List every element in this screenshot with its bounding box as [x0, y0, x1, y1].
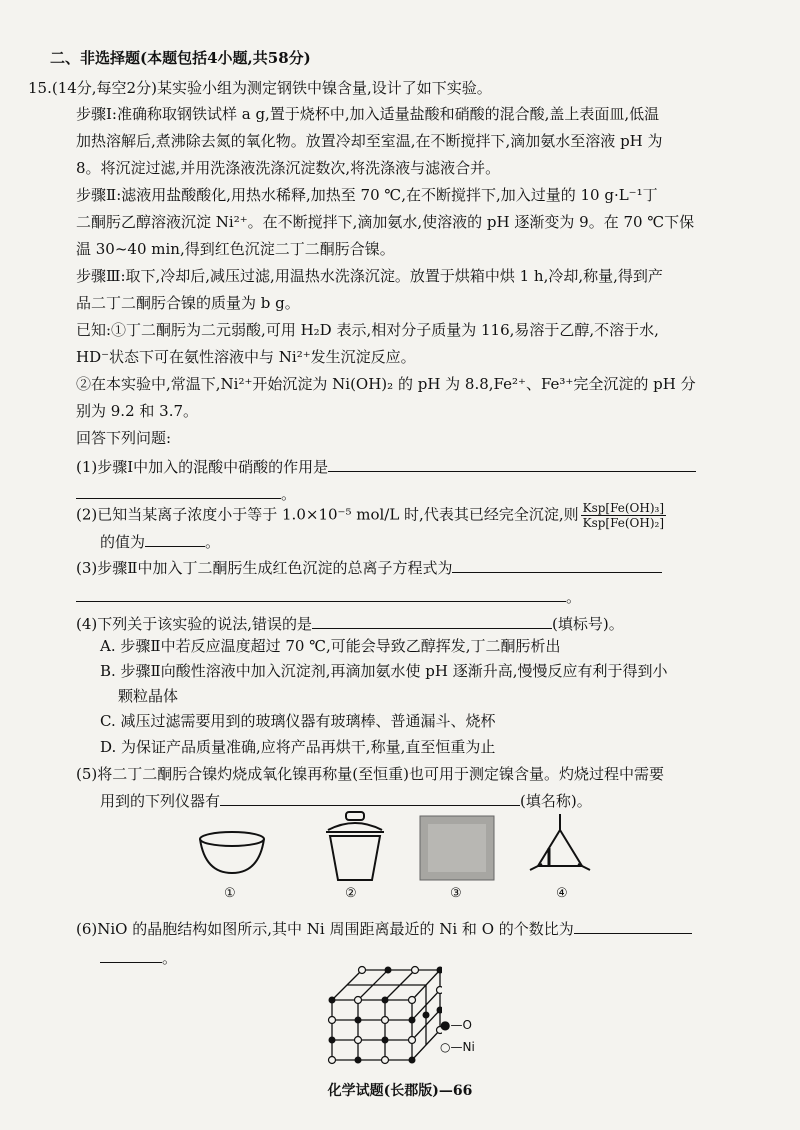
step3-line-1: 步骤Ⅲ:取下,冷却后,减压过滤,用温热水洗涤沉淀。放置于烘箱中烘 1 h,冷却,称量,得到产 — [76, 267, 663, 285]
answer-blank-4[interactable] — [312, 612, 552, 629]
clay-triangle-figure — [520, 810, 600, 885]
known-line-3: ②在本实验中,常温下,Ni²⁺开始沉淀为 Ni(OH)₂ 的 pH 为 8.8,Fe²⁺、Fe³⁺完全沉淀的 pH 分 — [76, 375, 696, 393]
answer-blank-5[interactable] — [220, 789, 520, 806]
answer-blank-3a[interactable] — [452, 556, 662, 573]
legend-nickel: ○—Ni — [440, 1040, 475, 1054]
sub-question-6 — [76, 917, 692, 939]
sub-question-4 — [76, 612, 624, 634]
ksp-denominator: Ksp[Fe(OH)₂] — [582, 516, 665, 530]
ksp-fraction — [581, 501, 666, 530]
sub-question-6-cont — [100, 946, 177, 968]
answer-blank-1a[interactable] — [328, 455, 696, 472]
sub-question-5-text: 用到的下列仪器有 — [100, 792, 221, 810]
sub-question-2 — [76, 501, 668, 530]
sub-question-3 — [76, 556, 662, 578]
period-3: 。 — [566, 588, 582, 606]
sub-question-5-tail: (填名称)。 — [520, 792, 592, 810]
crucible-figure — [320, 808, 390, 886]
period-1: 。 — [281, 485, 297, 503]
answer-blank-6b[interactable] — [100, 946, 162, 963]
sub-question-2-text: (2)已知当某离子浓度小于等于 1.0×10⁻⁵ mol/L 时,代表其已经完全沉淀,则 — [76, 505, 579, 524]
answer-blank-1b[interactable] — [76, 482, 281, 499]
question-15-header: 15.(14分,每空2分)某实验小组为测定钢铁中镍含量,设计了如下实验。 — [28, 79, 492, 97]
evaporating-dish-figure — [195, 825, 270, 880]
option-d: D. 为保证产品质量准确,应将产品再烘干,称量,直至恒重为止 — [100, 738, 496, 756]
option-b: B. 步骤Ⅱ向酸性溶液中加入沉淀剂,再滴加氨水使 pH 逐渐升高,慢慢反应有利于得到小 — [100, 662, 668, 680]
instrument-label-1: ① — [224, 886, 236, 901]
option-b-cont: 颗粒晶体 — [118, 687, 179, 705]
instrument-label-4: ④ — [556, 886, 568, 901]
instrument-label-2: ② — [345, 886, 357, 901]
step1-line-2: 加热溶解后,煮沸除去氮的氧化物。放置冷却至室温,在不断搅拌下,滴加氨水至溶液 pH 为 — [76, 132, 663, 150]
known-line-2: HD⁻状态下可在氨性溶液中与 Ni²⁺发生沉淀反应。 — [76, 348, 416, 366]
answer-blank-6a[interactable] — [574, 917, 692, 934]
known-line-4: 别为 9.2 和 3.7。 — [76, 402, 199, 420]
sub-question-3-cont — [76, 585, 581, 607]
step1-line-3: 8。将沉淀过滤,并用洗涤液洗涤沉淀数次,将洗涤液与滤液合并。 — [76, 159, 501, 177]
answer-blank-3b[interactable] — [76, 585, 566, 602]
instrument-label-3: ③ — [450, 886, 462, 901]
step2-line-3: 温 30~40 min,得到红色沉淀二丁二酮肟合镍。 — [76, 240, 395, 258]
page-footer: 化学试题(长郡版)—66 — [327, 1083, 473, 1099]
known-line-1: 已知:①丁二酮肟为二元弱酸,可用 H₂D 表示,相对分子质量为 116,易溶于乙醇,不溶于水, — [76, 321, 659, 339]
answer-prompt: 回答下列问题: — [76, 429, 172, 447]
section-title: 二、非选择题(本题包括4小题,共58分) — [50, 49, 311, 67]
sub-question-2-cont — [100, 530, 220, 552]
step2-line-2: 二酮肟乙醇溶液沉淀 Ni²⁺。在不断搅拌下,滴加氨水,使溶液的 pH 逐渐变为 9。在 70 ℃下保 — [76, 213, 695, 231]
answer-blank-2[interactable] — [145, 530, 205, 547]
sub-question-4-tail: (填标号)。 — [552, 615, 624, 633]
legend-oxygen: ●—O — [440, 1018, 472, 1032]
sub-question-3-text: (3)步骤Ⅱ中加入丁二酮肟生成红色沉淀的总离子方程式为 — [76, 559, 453, 577]
sub-question-1 — [76, 455, 696, 477]
ksp-numerator: Ksp[Fe(OH)₃] — [582, 501, 665, 515]
sub-question-2-tail: 的值为 — [100, 533, 146, 551]
sub-question-5: (5)将二丁二酮肟合镍灼烧成氧化镍再称量(至恒重)也可用于测定镍含量。灼烧过程中需要 — [76, 765, 664, 783]
period-6: 。 — [162, 949, 178, 967]
option-a: A. 步骤Ⅱ中若反应温度超过 70 ℃,可能会导致乙醇挥发,丁二酮肟析出 — [100, 637, 561, 655]
sub-question-1-text: (1)步骤Ⅰ中加入的混酸中硝酸的作用是 — [76, 458, 329, 476]
step3-line-2: 品二丁二酮肟合镍的质量为 b g。 — [76, 294, 300, 312]
step1-line-1: 步骤Ⅰ:准确称取钢铁试样 a g,置于烧杯中,加入适量盐酸和硝酸的混合酸,盖上表面皿,低温 — [76, 105, 660, 123]
sub-question-4-text: (4)下列关于该实验的说法,错误的是 — [76, 615, 313, 633]
nio-crystal-structure — [322, 960, 442, 1070]
option-c: C. 减压过滤需要用到的玻璃仪器有玻璃棒、普通漏斗、烧杯 — [100, 712, 496, 730]
step2-line-1: 步骤Ⅱ:滤液用盐酸酸化,用热水稀释,加热至 70 ℃,在不断搅拌下,加入过量的 10 g·L⁻¹丁 — [76, 186, 658, 204]
gauze-pad-figure — [418, 814, 498, 882]
period-2: 。 — [205, 533, 221, 551]
sub-question-6-text: (6)NiO 的晶胞结构如图所示,其中 Ni 周围距离最近的 Ni 和 O 的个数比为 — [76, 920, 574, 938]
